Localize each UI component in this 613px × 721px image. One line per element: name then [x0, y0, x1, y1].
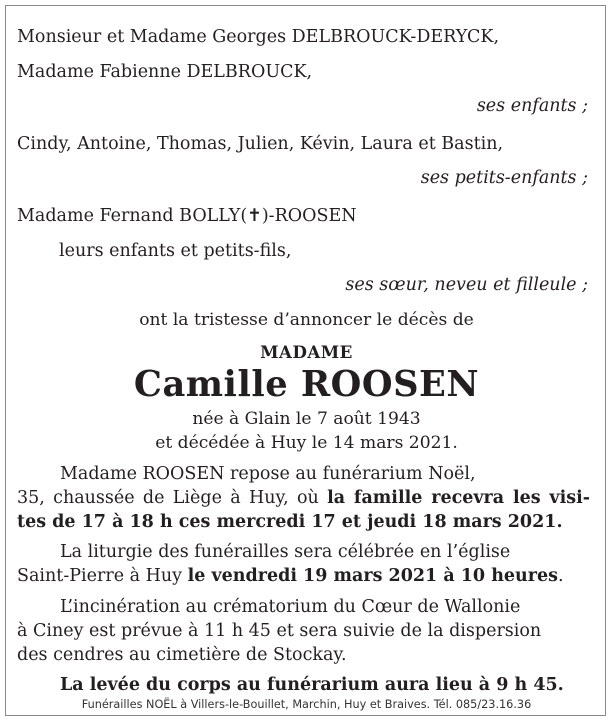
liturgy-line-2 — [17, 565, 564, 587]
grandchildren-names: Cindy, Antoine, Thomas, Julien, Kévin, Laura et Bastin, — [17, 134, 504, 154]
announcement-line: ont la tristesse d’annoncer le décès de — [139, 310, 474, 330]
church-name: Saint-Pierre à Huy — [17, 566, 188, 586]
visiting-hours: tes de 17 à 18 h ces mercredi 17 et jeudi 18 mars 2021. — [17, 512, 563, 532]
funeral-director-footer: Funérailles NOËL à Villers-le-Bouillet, Marchin, Huy et Braives. Tél. 085/23.16.36 — [81, 698, 532, 711]
levee-du-corps: La levée du corps au funérarium aura lieu à 9 h 45. — [60, 675, 564, 695]
liturgy-line-1: La liturgie des funérailles sera célébrée en l’église — [60, 542, 511, 562]
funeral-home-address: 35, chaussée de Liège à Huy, où — [17, 488, 328, 508]
liturgy-period: . — [558, 566, 564, 586]
family-line-2: Madame Fabienne DELBROUCK, — [17, 62, 313, 82]
funeral-home-line-1: Madame ROOSEN repose au funérarium Noël, — [60, 464, 476, 484]
deceased-name: Camille ROOSEN — [133, 364, 480, 405]
sister-family-line: leurs enfants et petits-fils, — [59, 241, 292, 261]
liturgy-date: le vendredi 19 mars 2021 à 10 heures — [187, 566, 558, 586]
deceased-title: MADAME — [260, 342, 353, 362]
visiting-info-start: la famille recevra les visi- — [327, 488, 591, 508]
sister-line: Madame Fernand BOLLY(✝)-ROOSEN — [17, 206, 357, 226]
relation-grandchildren: ses petits-enfants ; — [420, 168, 588, 188]
birth-line: née à Glain le 7 août 1943 — [192, 409, 421, 429]
funeral-home-line-2 — [17, 487, 590, 509]
relation-children: ses enfants ; — [476, 96, 588, 116]
relation-sister: ses sœur, neveu et filleule ; — [345, 275, 588, 295]
family-line-1: Monsieur et Madame Georges DELBROUCK-DERYCK, — [17, 27, 500, 47]
cremation-line-2: à Ciney est prévue à 11 h 45 et sera suivie de la dispersion — [17, 621, 542, 641]
cremation-line-1: L’incinération au crématorium du Cœur de Wallonie — [60, 597, 521, 617]
death-line: et décédée à Huy le 14 mars 2021. — [155, 433, 458, 453]
cremation-line-3: des cendres au cimetière de Stockay. — [17, 645, 347, 665]
